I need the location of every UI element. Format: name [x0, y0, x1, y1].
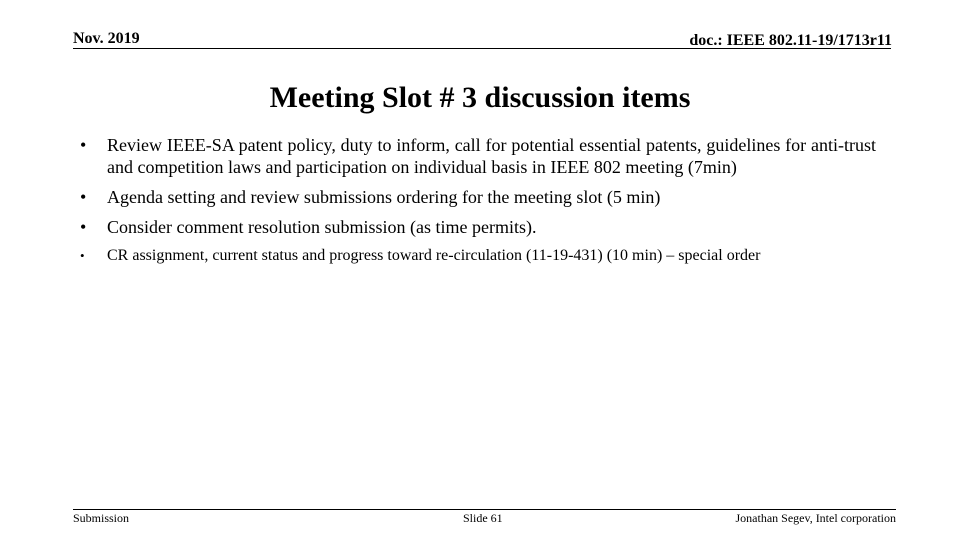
header-divider — [73, 48, 891, 49]
bullet-item — [80, 186, 876, 208]
bullet-text: Agenda setting and review submissions ordering for the meeting slot (5 min) — [107, 187, 661, 207]
bullet-list — [80, 134, 876, 274]
footer-divider — [73, 509, 896, 510]
bullet-item — [80, 216, 876, 238]
bullet-marker: • — [80, 217, 87, 237]
bullet-marker: • — [80, 187, 87, 207]
bullet-marker: • — [80, 248, 85, 263]
bullet-item — [80, 246, 876, 266]
bullet-item — [80, 134, 876, 178]
header-doc-id: doc.: IEEE 802.11-19/1713r11 — [689, 32, 892, 49]
header-date: Nov. 2019 — [73, 30, 140, 47]
bullet-text: Consider comment resolution submission (as time permits). — [107, 217, 537, 237]
footer-author: Jonathan Segev, Intel corporation — [735, 511, 896, 525]
footer-slide-number: Slide 61 — [463, 511, 503, 525]
footer-submission: Submission — [73, 511, 130, 525]
bullet-marker: • — [80, 135, 87, 155]
bullet-text: CR assignment, current status and progress toward re-circulation (11-19-431) (10 min) – special order — [107, 247, 761, 264]
slide-title: Meeting Slot # 3 discussion items — [269, 81, 691, 114]
bullet-text: Review IEEE-SA patent policy, duty to inform, call for potential essential patents, guidelines for anti-trust and competition laws and participation on individual basis in IEEE 802 meeting (7min) — [107, 135, 876, 177]
